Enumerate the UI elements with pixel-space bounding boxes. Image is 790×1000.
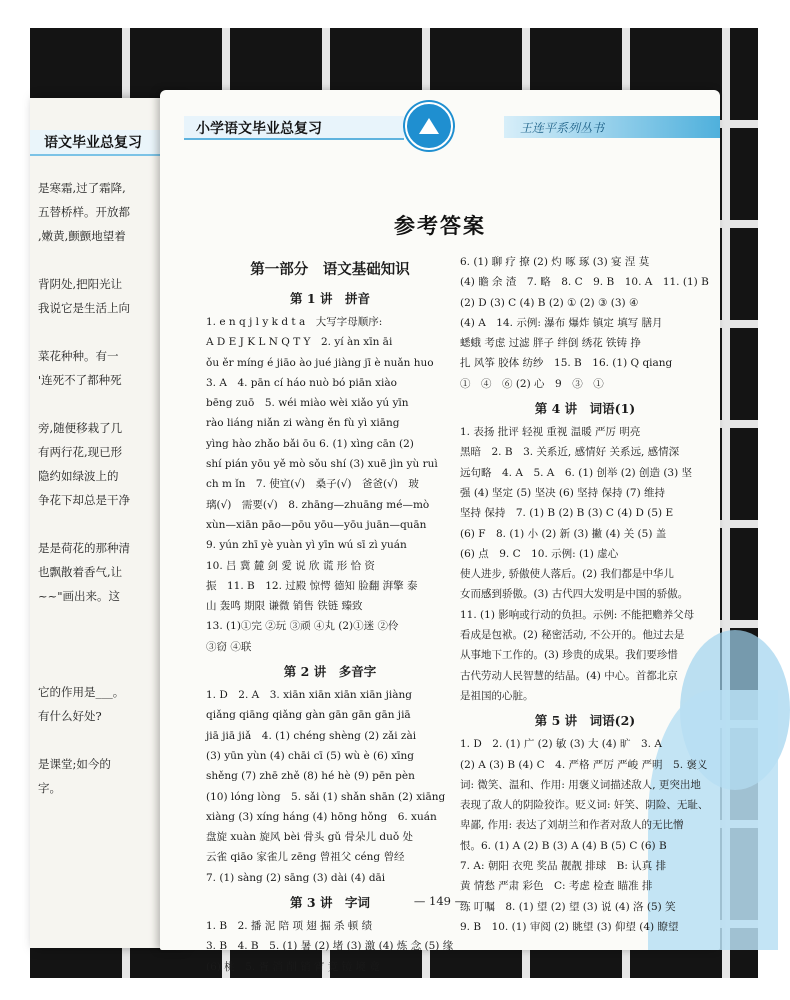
answer-line: 黄 情愁 严肃 彩色 C: 考虑 检查 瞄准 排 (460, 880, 653, 893)
part-heading: 第一部分 语文基础知识 (250, 261, 410, 278)
left-page-line: 五替桥样。开放都 (38, 205, 130, 219)
answer-line: 6. (1) 聊 疗 撩 (2) 灼 啄 琢 (3) 宴 涅 莫 (460, 256, 650, 268)
answer-line: 13. (1)①完 ②玩 ③顽 ④丸 (2)①迷 ②伶 (206, 620, 399, 633)
answer-line: 璃(√) 需要(√) 8. zhāng—zhuāng mé—mò (206, 498, 430, 511)
answer-line: ch m ǐn 7. 使宜(√) 桑子(√) 爸爸(√) 玻 (206, 478, 419, 491)
left-page-line: 它的作用是___。 (38, 685, 125, 699)
answer-line: 盘旋 xuàn 旋风 bèi 骨头 gǔ 骨朵儿 duǒ 处 (206, 831, 413, 844)
answer-line: 女而感到骄傲。(3) 古代四大发明是中国的骄傲。 (460, 588, 689, 601)
left-page-line: 是是荷花的那种清 (38, 541, 130, 555)
lesson-heading: 第 4 讲 词语(1) (534, 401, 636, 417)
left-page-line (38, 728, 178, 752)
answer-line: 3. A 4. pān cí háo nuò bó piān xiào (206, 376, 397, 389)
page-number: — 149 — (413, 894, 467, 908)
publisher-logo-icon (405, 102, 453, 150)
answer-line: 1. D 2. (1) 广 (2) 敏 (3) 大 (4) 旷 3. A (460, 738, 662, 751)
answer-line: 1. e n q j l y k d t a 大写字母顺序: (206, 316, 383, 328)
left-page-line (38, 512, 178, 536)
answer-line: 看成是包袱。(2) 秘密活动, 不公开的。他过去是 (460, 629, 685, 642)
answer-line: 9. B 10. (1) 审阅 (2) 眺望 (3) 仰望 (4) 瞭望 (460, 920, 679, 933)
answer-line: 坚持 保持 7. (1) B (2) B (3) C (4) D (5) E (460, 507, 674, 520)
answer-line: 11. (1) 影响或行动的负担。示例: 不能把赡养父母 (460, 608, 695, 621)
left-page-line: 旁,随便移栽了几 (38, 421, 123, 435)
left-page-line: 字。 (38, 781, 61, 795)
answer-line: (2) A (3) B (4) C 4. 严格 严厉 严峻 严明 5. 褒义 (460, 758, 708, 771)
left-page-line (38, 248, 178, 272)
answer-line: 云雀 qiāo 家雀儿 zēng 曾祖父 céng 曾经 (206, 851, 405, 864)
right-page (160, 90, 720, 973)
answer-line: 7. A: 朝阳 衣兜 奖品 靓靓 排球 B: 认真 排 (460, 860, 667, 873)
answer-line: ǒu ěr míng é jiāo ào jué jiàng jī è nuǎn huo (206, 356, 434, 369)
left-page (30, 98, 180, 948)
left-page-line: 争花下却总是干净 (38, 493, 130, 507)
lesson-heading: 第 1 讲 拼音 (290, 291, 370, 306)
page-title: 参考答案 (394, 213, 486, 238)
answer-line: rào liáng niǎn zi wàng ěn fù yì xiāng (206, 417, 400, 430)
lesson-heading: 第 5 讲 词语(2) (534, 713, 636, 729)
left-page-line: 菜花种种。有一 (38, 349, 119, 363)
left-page-line: 隐约如绿波上的 (38, 469, 119, 483)
left-page-line: 我说它是生活上向 (38, 301, 130, 315)
left-page-line: ~~"画出来。这 (38, 589, 121, 603)
left-page-line (38, 608, 178, 632)
answer-line: shěng (7) zhē zhě (8) hé hè (9) pēn pèn (206, 770, 415, 783)
left-page-line: 有两行花,现已形 (38, 445, 123, 459)
left-page-header-title: 语文毕业总复习 (44, 135, 142, 151)
answer-line: 使人进步, 骄傲使人落后。(2) 我们都是中华儿 (460, 568, 674, 581)
answer-line: 是祖国的心脏。 (460, 689, 534, 702)
lesson-heading: 第 3 讲 字词 (290, 895, 370, 911)
answer-line: ① ④ ⑥ (2) 心 9 ③ ① (460, 377, 604, 390)
answer-line: 振 11. B 12. 过殿 惊愕 德知 脸翻 湃擎 泰 (206, 579, 418, 592)
header-series-title: 王连平系列丛书 (520, 121, 605, 135)
header-right-band (504, 116, 720, 138)
answer-line: jiā jiā jiǎ 4. (1) chéng shèng (2) zǎi zài (206, 729, 417, 742)
answer-line: 强 (4) 坚定 (5) 坚决 (6) 坚持 保持 (7) 维持 (460, 486, 666, 499)
left-page-line: 也飘散着香气,让 (38, 565, 123, 579)
answer-line: (2) D (3) C (4) B (2) ① (2) ③ (3) ④ (460, 296, 639, 309)
answer-column-left (206, 256, 454, 977)
answer-line: qiǎng qiāng qiǎng gàn gān gān gān jiā (206, 709, 411, 722)
answer-line: bēng zuō 5. wéi miào wèi xiǎo yú yīn (206, 397, 409, 410)
answer-line: 远句略 4. A 5. A 6. (1) 创举 (2) 创造 (3) 坚 (460, 466, 693, 479)
header-left-band (184, 116, 404, 140)
answer-line: (6) 点 9. C 10. 示例: (1) 虚心 (460, 547, 619, 560)
left-page-text (38, 176, 178, 800)
answer-line: 10. 吕 冀 麓 剑 愛 说 欣 谎 形 恰 资 (206, 559, 375, 572)
answer-line: 扎 风筝 胶体 纺纱 15. B 16. (1) Q qiang (460, 357, 673, 370)
left-page-line (38, 320, 178, 344)
left-page-line (38, 392, 178, 416)
left-page-line: 是寒霜,过了霜降, (38, 181, 126, 195)
answer-line: xùn—xiān pāo—pōu yōu—yōu juān—quān (206, 518, 427, 531)
answer-line: (6) F 8. (1) 小 (2) 新 (3) 撇 (4) 关 (5) 盖 (460, 527, 667, 540)
left-page-line: 是课堂;如今的 (38, 757, 111, 771)
answer-line: (6) 桃 5. 胥 消 削 销 宵 竞 镜 境 竟 (206, 960, 380, 973)
answer-line: 1. D 2. A 3. xiān xiān xiān xiān jiàng (206, 689, 412, 702)
answer-line: (3) yūn yùn (4) chāi cī (5) wù è (6) xīng (206, 749, 415, 762)
answer-line: 蟋蛾 考虑 过滤 胖子 绊倒 绣花 铁铸 挣 (460, 337, 641, 350)
left-page-line: ,嫩黄,颤颤地望着 (38, 229, 126, 243)
header-book-title: 小学语文毕业总复习 (196, 121, 322, 137)
answer-line: 恨。6. (1) A (2) B (3) A (4) B (5) C (6) B (460, 839, 667, 852)
answer-line: A D E J K L N Q T Y 2. yí àn xīn āi (206, 336, 393, 349)
answer-line: 古代劳动人民智慧的结晶。(4) 中心。首都北京 (460, 669, 678, 682)
answer-line: 词: 微笑、温和、作用: 用褒义词描述敌人, 更突出地 (460, 778, 701, 791)
left-page-line (38, 632, 178, 656)
answer-line: 山 轰鸣 期限 谦微 销售 铁链 臻致 (206, 600, 363, 613)
answer-line: ③窃 ④联 (206, 640, 252, 653)
answer-line: 3. B 4. B 5. (1) 暑 (2) 堵 (3) 激 (4) 炼 念 (5) 缘 (206, 940, 454, 953)
answer-line: 卑鄙, 作用: 表达了刘胡兰和作者对敌人的无比憎 (460, 819, 684, 832)
answer-line: 7. (1) sàng (2) sāng (3) dài (4) dāi (206, 871, 386, 884)
left-page-line (38, 656, 178, 680)
answer-line: 表现了敌人的阴险狡诈。贬义词: 奸笑、阴险、无耻、 (460, 799, 709, 812)
answer-line: 9. yún zhī yè yuàn yì yīn wú sī zì yuán (206, 539, 407, 552)
answer-line: 1. B 2. 播 泥 陪 项 翅 掘 杀 顿 绩 (206, 920, 373, 933)
answer-line: 1. 表扬 批评 轻视 重视 温暖 严厉 明亮 (460, 426, 641, 439)
answer-line: 练 叮嘱 8. (1) 望 (2) 望 (3) 说 (4) 洛 (5) 笑 (460, 900, 676, 913)
answer-line: (4) A 14. 示例: 瀑布 爆炸 镇定 填写 膳月 (460, 316, 663, 329)
left-page-line: 背阴处,把阳光让 (38, 277, 123, 291)
answer-line: xiàng (3) xíng háng (4) hōng hǒng 6. xuán (206, 810, 437, 823)
answer-line: 黑暗 2. B 3. 关系近, 感情好 关系远, 感情深 (460, 446, 680, 459)
left-page-line: 有什么好处? (38, 709, 102, 723)
answer-line: yìng hào zhǎo bǎi ōu 6. (1) xìng cān (2) (206, 437, 414, 450)
lesson-heading: 第 2 讲 多音字 (283, 664, 377, 680)
left-page-header (30, 130, 180, 156)
answer-column-right (460, 252, 710, 937)
photo-background (30, 28, 758, 978)
answer-line: 从事地下工作的。(3) 珍贵的成果。我们要珍惜 (460, 649, 678, 662)
answer-line: shí pián yōu yě mò sǒu shí (3) xuē jìn yù ruì (206, 458, 438, 471)
answer-line: (10) lóng lòng 5. sǎi (1) shǎn shān (2) xiāng (206, 790, 446, 803)
answer-line: (4) 瞻 余 渣 7. 略 8. C 9. B 10. A 11. (1) B (460, 276, 709, 289)
left-page-line: '连死不了都种死 (38, 373, 122, 387)
